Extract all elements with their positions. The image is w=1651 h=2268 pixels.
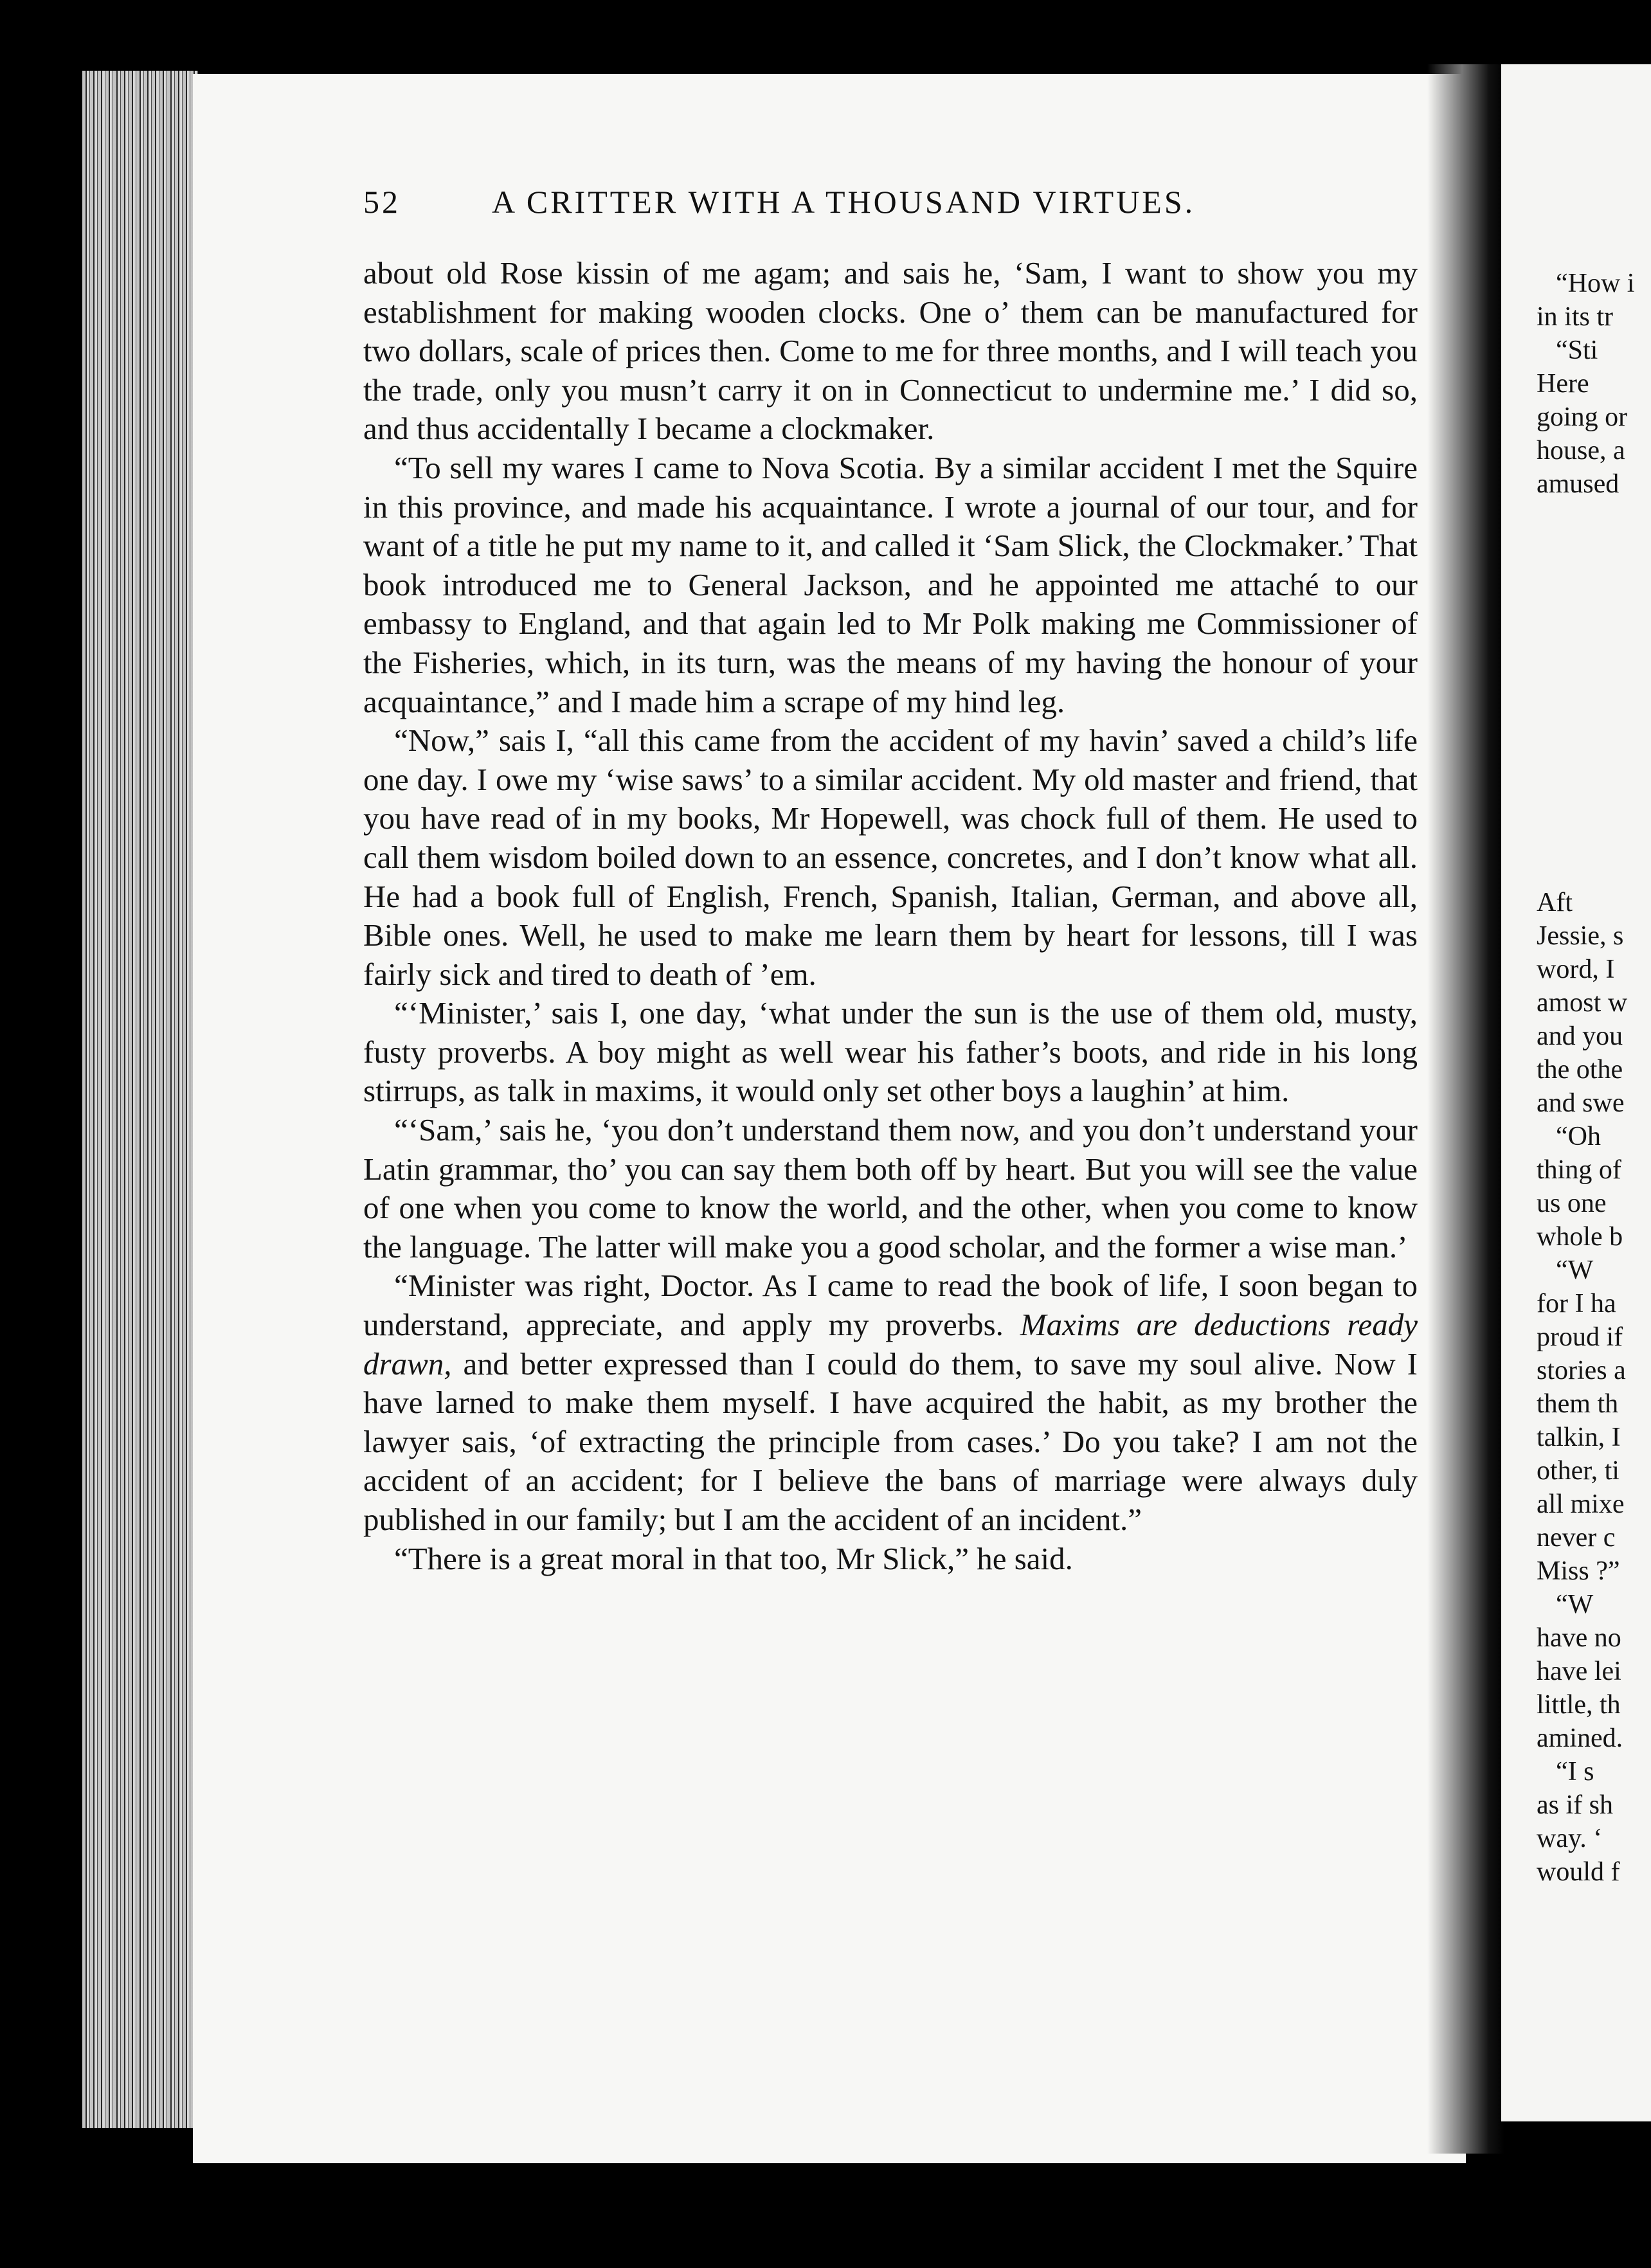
right-page-line: Aft — [1537, 888, 1573, 917]
right-page-line: “How i — [1556, 269, 1635, 298]
paragraph-6-before: “Minister was right, Doctor. As I came to read the book of life, I soon began to understand, appreciate, and apply my proverbs. — [363, 1268, 1418, 1343]
right-page-line: Miss ?” — [1537, 1556, 1620, 1586]
paragraph-3: “Now,” sais I, “all this came from the accident of my havin’ saved a child’s life one day. I owe my ‘wise saws’ to a similar accident. My old master and friend, that you have read of in my books, Mr Hopewell, was chock full of them. He used to call them wisdom boiled down to an essence, concretes, and I don’t know what all. He had a book full of English, French, Spanish, Italian, German, and above all, Bible ones. Well, he used to make me learn them by heart for lessons, till I was fairly sick and tired to death of ’em. — [363, 723, 1418, 992]
right-page-fragments-bottom — [1537, 886, 1651, 1889]
right-page-line: and swe — [1537, 1088, 1625, 1118]
right-page-line: “W — [1556, 1590, 1594, 1619]
paragraph-2: “To sell my wares I came to Nova Scotia. By a similar accident I met the Squire in this province, and made his acquaintance. I wrote a journal of our tour, and for want of a title he put my name to it, and called it ‘Sam Slick, the Clockmaker.’ That book introduced me to General Jackson, and he appointed me attaché to our embassy to England, and that again led to Mr Polk making me Commissioner of the Fisheries, which, in its turn, was the means of my having the honour of your acquaintance,” and I made him a scrape of my hind leg. — [363, 449, 1418, 719]
right-page-line: “W — [1556, 1256, 1594, 1285]
paragraph-6 — [363, 1266, 1418, 1539]
right-page-line: never c — [1537, 1523, 1616, 1553]
right-page-line: for I ha — [1537, 1289, 1616, 1318]
right-page-line: proud if — [1537, 1322, 1623, 1352]
right-page-line: house, a — [1537, 436, 1625, 465]
right-page-line: and you — [1537, 1022, 1623, 1051]
gutter-shadow — [1427, 64, 1504, 2154]
right-page-line: “I s — [1556, 1757, 1594, 1787]
right-page-line: stories a — [1537, 1356, 1626, 1385]
right-page-line: little, th — [1537, 1690, 1621, 1720]
right-page-line: amost w — [1537, 988, 1628, 1018]
right-page-line: would f — [1537, 1857, 1620, 1887]
right-page-line: amused — [1537, 469, 1619, 499]
right-page-line: way. ‘ — [1537, 1824, 1603, 1853]
page-stack-edge — [82, 71, 198, 2128]
right-page-line: other, ti — [1537, 1456, 1619, 1486]
page-number: 52 — [363, 184, 401, 220]
body-text — [363, 254, 1418, 1578]
right-page-line: all mixe — [1537, 1490, 1625, 1519]
paragraph-1: about old Rose kissin of me agam; and sais he, ‘Sam, I want to show you my establishment for making wooden clocks. One o’ them can be manufactured for two dollars, scale of prices then. Come to me for three months, and I will teach you the trade, only you musn’t carry it on in Connecticut to undermine me.’ I did so, and thus accidentally I became a clockmaker. — [363, 255, 1418, 447]
right-page-line: going or — [1537, 402, 1628, 432]
right-page-line: talkin, I — [1537, 1423, 1621, 1452]
right-page-line: in its tr — [1537, 302, 1614, 332]
right-page-line: whole b — [1537, 1222, 1623, 1252]
right-page-line: thing of — [1537, 1155, 1621, 1185]
right-page-line: “Oh — [1556, 1122, 1601, 1151]
right-page-fragments-top — [1537, 267, 1651, 501]
right-page-line: as if sh — [1537, 1790, 1613, 1820]
paragraph-6-italic-maxim: Maxims are deductions ready drawn, — [363, 1307, 1418, 1382]
paragraph-7: “There is a great moral in that too, Mr Slick,” he said. — [394, 1540, 1073, 1576]
right-page-line: Jessie, s — [1537, 921, 1624, 951]
right-page-line: “Sti — [1556, 336, 1598, 365]
paragraph-6-after: and better expressed than I could do them, to save my soul alive. Now I have larned to make them myself. I have acquired the habit, as my brother the lawyer sais, ‘of extracting the principle from cases.’ Do you take? I am not the accident of an accident; for I believe the bans of marriage were always duly published in our family; but I am the accident of an incident.” — [363, 1346, 1418, 1537]
right-page-line: us one — [1537, 1189, 1607, 1218]
right-page-line: have no — [1537, 1623, 1621, 1653]
paragraph-5: “‘Sam,’ sais he, ‘you don’t understand them now, and you don’t understand your Latin grammar, tho’ you can say them both off by heart. But you will see the value of one when you come to know the world, and the other, when you come to know the language. The latter will make you a good scholar, and the former a wise man.’ — [363, 1112, 1418, 1264]
running-head — [363, 183, 1328, 228]
right-page-line: amined. — [1537, 1724, 1623, 1753]
right-page-line: Here — [1537, 369, 1589, 399]
right-page-line: them th — [1537, 1389, 1619, 1419]
right-page-line: have lei — [1537, 1657, 1621, 1686]
right-page-line: the othe — [1537, 1055, 1623, 1084]
running-title: A CRITTER WITH A THOUSAND VIRTUES. — [492, 184, 1196, 220]
right-page-line: word, I — [1537, 955, 1615, 984]
paragraph-4: “‘Minister,’ sais I, one day, ‘what under the sun is the use of them old, musty, fusty proverbs. A boy might as well wear his father’s boots, and ride in his long stirrups, as talk in maxims, it would only set other boys a laughin’ at him. — [363, 995, 1418, 1109]
